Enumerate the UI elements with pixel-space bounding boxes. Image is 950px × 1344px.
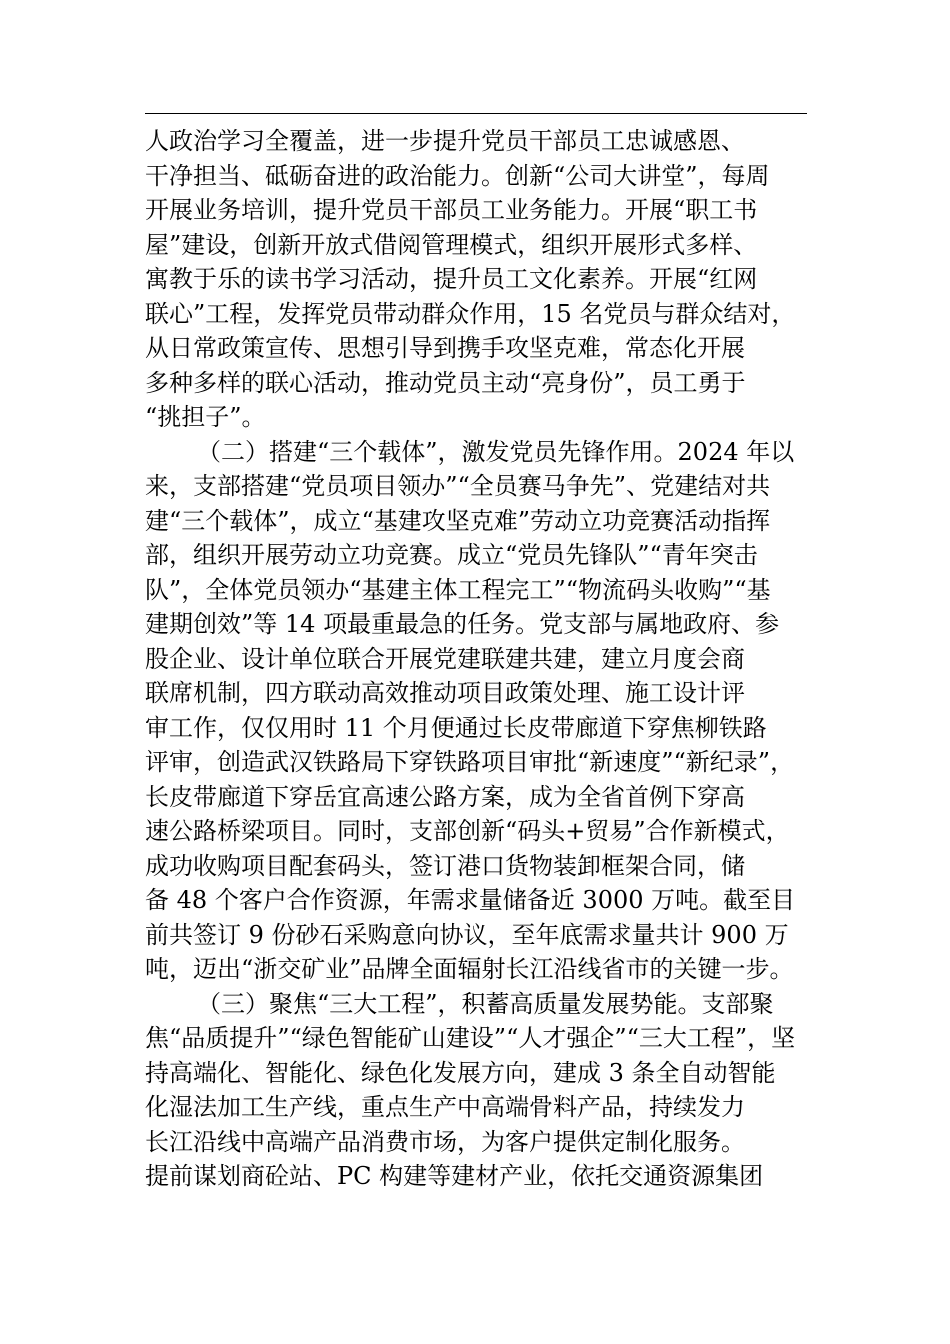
text-line: 开展业务培训，提升党员干部员工业务能力。开展“职工书 (145, 196, 758, 224)
text-line: 股企业、设计单位联合开展党建联建共建，建立月度会商 (145, 644, 745, 673)
text-line: 联席机制，四方联动高效推动项目政策处理、施工设计评 (145, 679, 745, 707)
text-line: 建“三个载体”，成立“基建攻坚克难”劳动立功竞赛活动指挥 (145, 506, 771, 535)
text-line: 速公路桥梁项目。同时，支部创新“码头+贸易”合作新模式， (145, 817, 790, 845)
text-line: 化湿法加工生产线，重点生产中高端骨料产品，持续发力 (145, 1093, 745, 1121)
text-line: 吨，迈出“浙交矿业”品牌全面辐射长江沿线省市的关键一步。 (145, 955, 794, 983)
section-heading-line: （二）搭建“三个载体”，激发党员先锋作用。2024 年以 (197, 437, 795, 466)
text-line: 前共签订 9 份砂石采购意向协议，至年底需求量共计 900 万 (145, 920, 789, 949)
document-body (145, 124, 845, 1194)
text-line: 部，组织开展劳动立功竞赛。成立“党员先锋队”“青年突击 (145, 541, 758, 569)
text-line: 从日常政策宣传、思想引导到携手攻坚克难，常态化开展 (145, 334, 745, 362)
text-line: 提前谋划商砼站、PC 构建等建材产业，依托交通资源集团 (145, 1162, 764, 1190)
text-line: 寓教于乐的读书学习活动，提升员工文化素养。开展“红网 (145, 265, 758, 293)
text-line: 焦“品质提升”“绿色智能矿山建设”“人才强企”“三大工程”，坚 (145, 1024, 796, 1052)
text-line: 干净担当、砥砺奋进的政治能力。创新“公司大讲堂”，每周 (145, 161, 770, 190)
text-line: 来，支部搭建“党员项目领办”“全员赛马争先”、党建结对共 (145, 472, 771, 500)
text-line: 联心”工程，发挥党员带动群众作用，15 名党员与群众结对， (145, 299, 796, 328)
text-line: 持高端化、智能化、绿色化发展方向，建成 3 条全自动智能 (145, 1058, 776, 1087)
text-line: 成功收购项目配套码头，签订港口货物装卸框架合同，储 (145, 851, 745, 880)
text-line: 审工作，仅仅用时 11 个月便通过长皮带廊道下穿焦柳铁路 (145, 713, 767, 742)
text-line: 人政治学习全覆盖，进一步提升党员干部员工忠诚感恩、 (145, 127, 745, 155)
text-line: 长江沿线中高端产品消费市场，为客户提供定制化服务。 (145, 1127, 745, 1156)
text-line: 长皮带廊道下穿岳宜高速公路方案，成为全省首例下穿高 (145, 782, 745, 811)
header-divider (145, 113, 807, 114)
text-line: 备 48 个客户合作资源，年需求量储备近 3000 万吨。截至目 (145, 886, 796, 914)
text-line: 屋”建设，创新开放式借阅管理模式，组织开展形式多样、 (145, 230, 758, 259)
text-line: “挑担子”。 (145, 403, 266, 431)
text-line: 评审，创造武汉铁路局下穿铁路项目审批“新速度”“新纪录”， (145, 748, 795, 776)
text-line: 建期创效”等 14 项最重最急的任务。党支部与属地政府、参 (145, 610, 780, 638)
text-line: 队”，全体党员领办“基建主体工程完工”“物流码头收购”“基 (145, 575, 771, 604)
text-line: 多种多样的联心活动，推动党员主动“亮身份”，员工勇于 (145, 368, 746, 397)
section-heading-line: （三）聚焦“三大工程”，积蓄高质量发展势能。支部聚 (197, 989, 774, 1018)
